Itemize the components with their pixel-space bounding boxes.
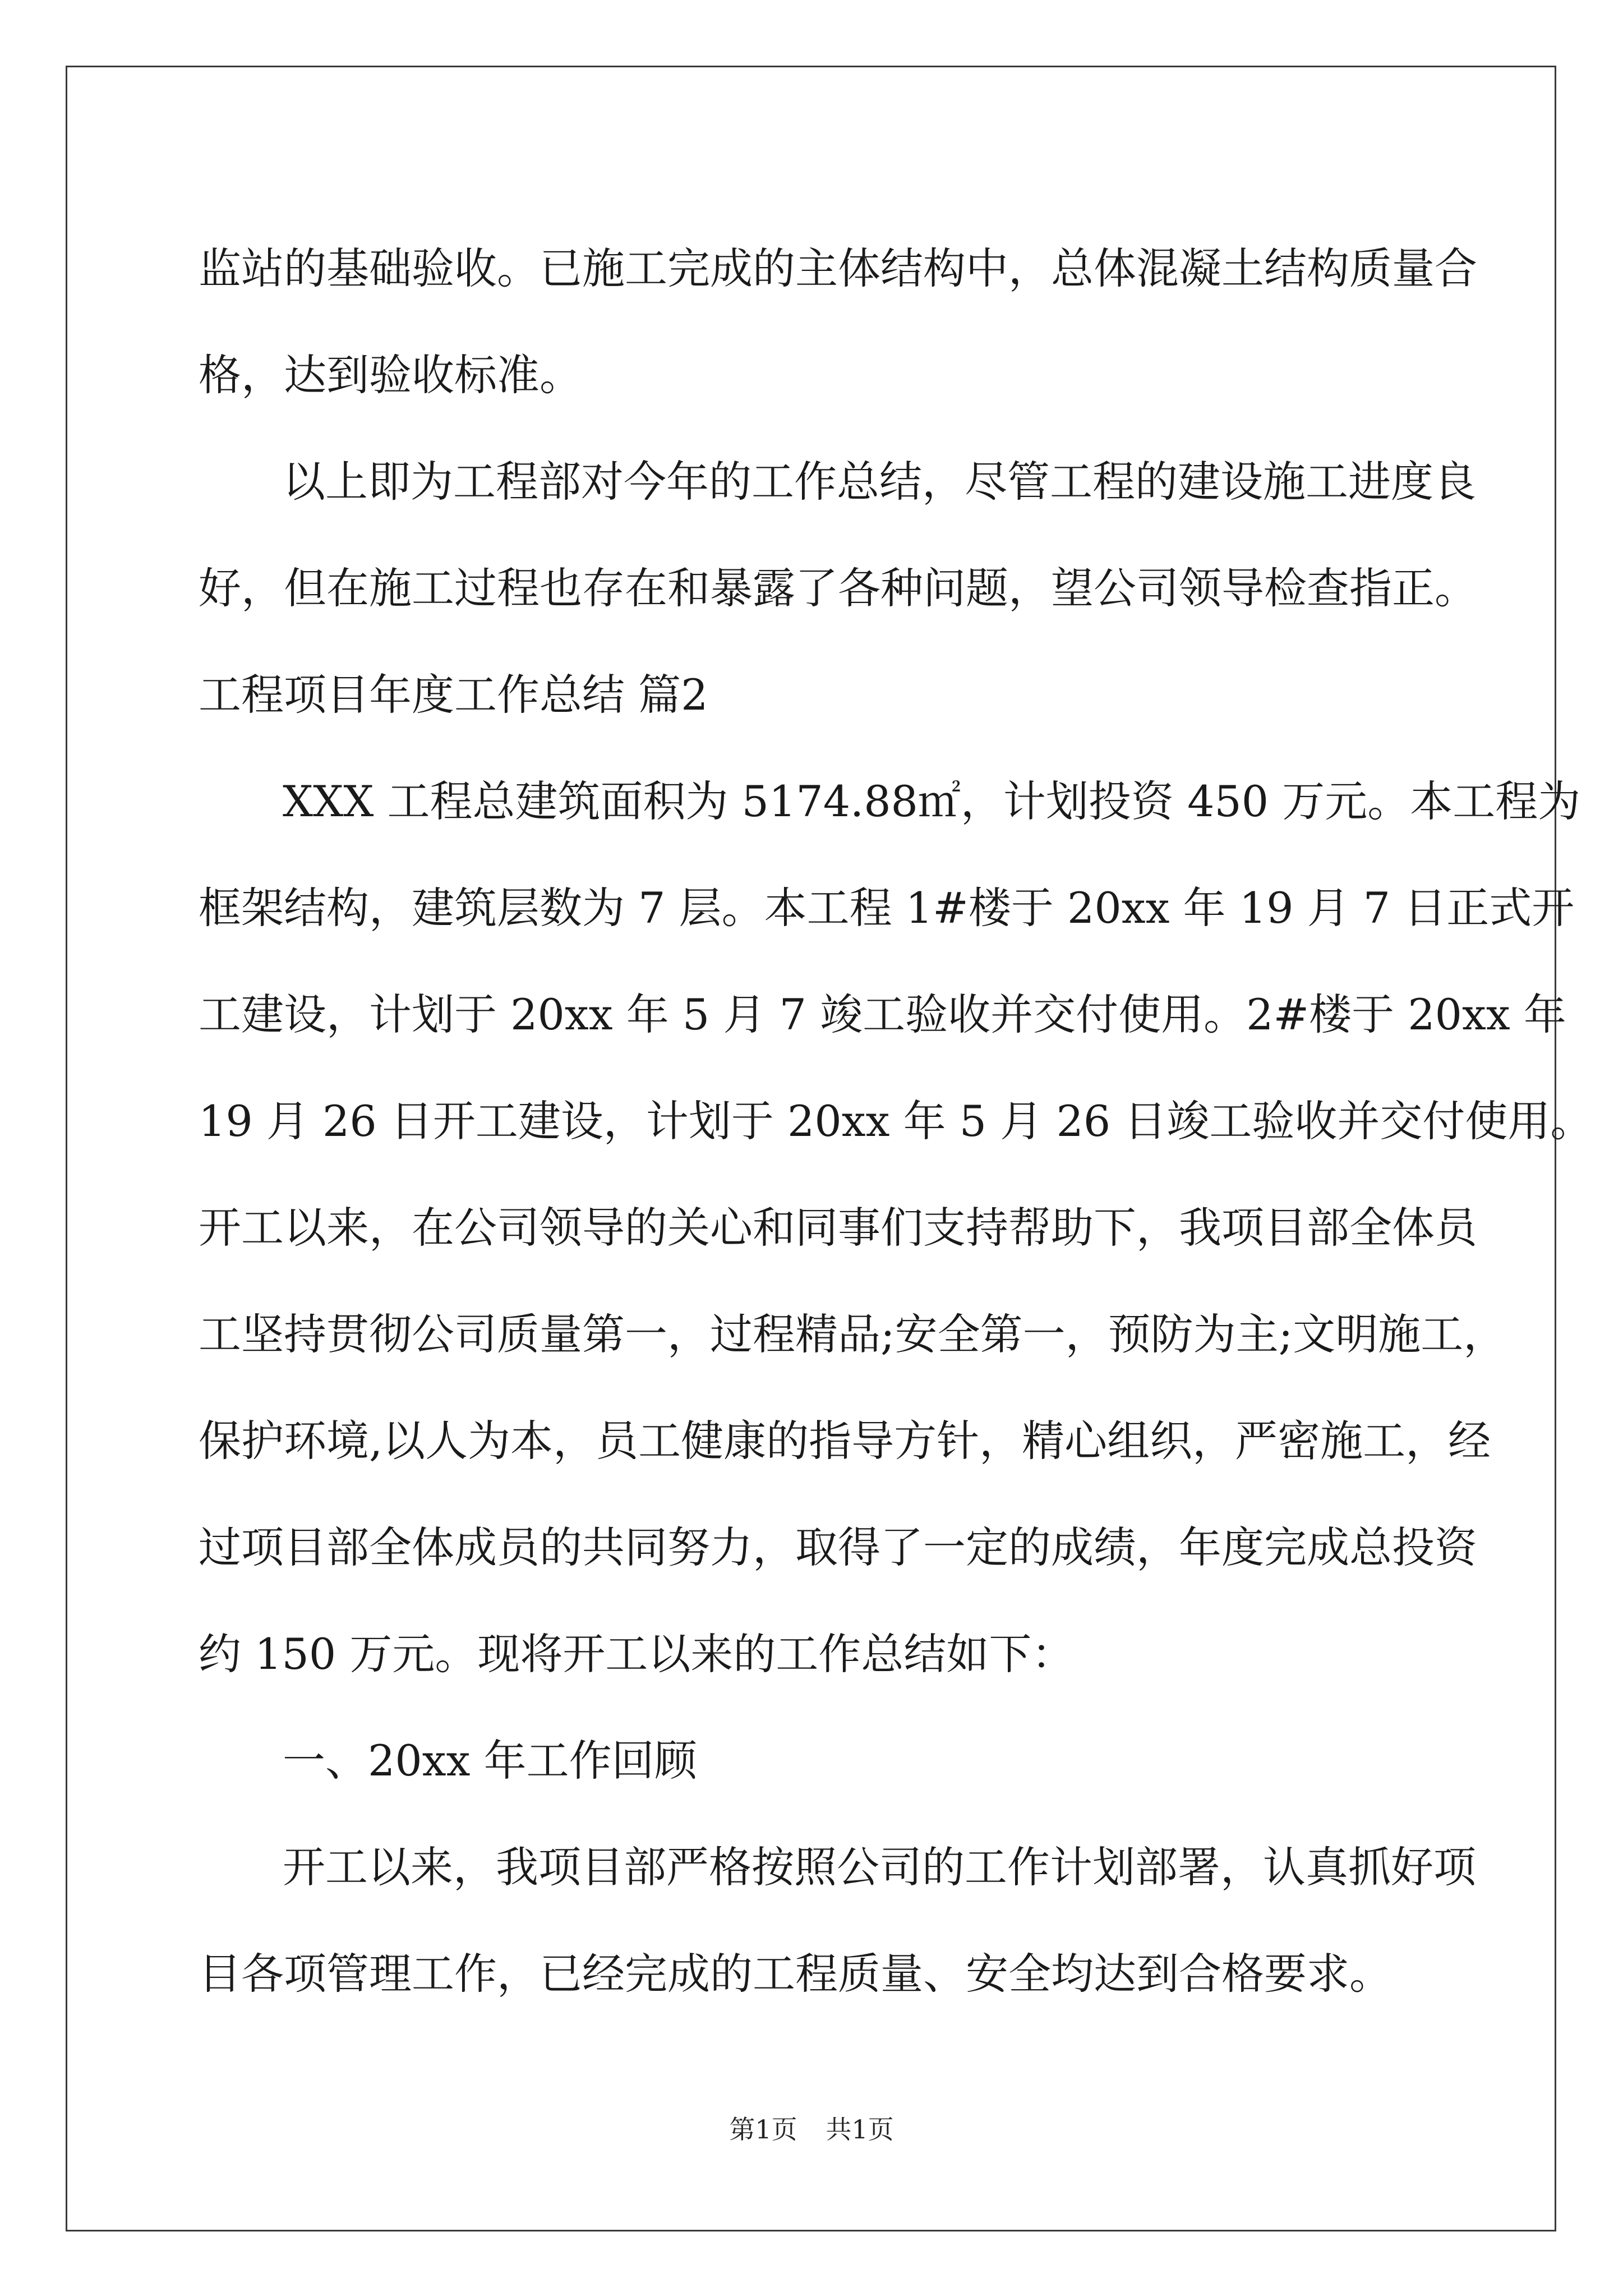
text-line-13: 过项目部全体成员的共同努力，取得了一定的成绩，年度完成总投资 (199, 1522, 1477, 1572)
text-line-9: 19 月 26 日开工建设，计划于 20xx 年 5 月 26 日竣工验收并交付使用。 (199, 1096, 1593, 1146)
text-line-6: XXX 工程总建筑面积为 5174.88㎡，计划投资 450 万元。本工程为 (283, 776, 1581, 826)
text-line-17: 目各项管理工作，已经完成的工程质量、安全均达到合格要求。 (199, 1949, 1392, 1999)
page-number: 第1页 (729, 2114, 797, 2145)
subsection-heading: 一、20xx 年工作回顾 (283, 1736, 697, 1786)
page-total: 共1页 (826, 2114, 894, 2145)
text-line-12: 保护环境,以人为本，员工健康的指导方针，精心组织，严密施工，经 (199, 1416, 1491, 1466)
text-line-4: 好，但在施工过程也存在和暴露了各种问题，望公司领导检查指正。 (199, 563, 1477, 613)
section-heading: 工程项目年度工作总结 篇2 (199, 670, 708, 720)
text-line-2: 格，达到验收标准。 (199, 350, 582, 400)
text-line-14: 约 150 万元。现将开工以来的工作总结如下： (199, 1629, 1075, 1679)
page-footer (0, 2109, 1623, 2146)
text-line-8: 工建设，计划于 20xx 年 5 月 7 竣工验收并交付使用。2#楼于 20xx 年 (199, 990, 1566, 1039)
text-line-10: 开工以来，在公司领导的关心和同事们支持帮助下，我项目部全体员 (199, 1203, 1477, 1253)
text-line-3: 以上即为工程部对今年的工作总结，尽管工程的建设施工进度良 (283, 457, 1476, 507)
text-line-7: 框架结构，建筑层数为 7 层。本工程 1#楼于 20xx 年 19 月 7 日正式开 (199, 883, 1575, 933)
text-line-1: 监站的基础验收。已施工完成的主体结构中，总体混凝土结构质量合 (199, 243, 1477, 293)
document-body (199, 215, 1593, 2027)
text-line-16: 开工以来，我项目部严格按照公司的工作计划部署，认真抓好项 (283, 1842, 1476, 1892)
text-line-11: 工坚持贯彻公司质量第一，过程精品;安全第一，预防为主;文明施工， (199, 1309, 1506, 1359)
